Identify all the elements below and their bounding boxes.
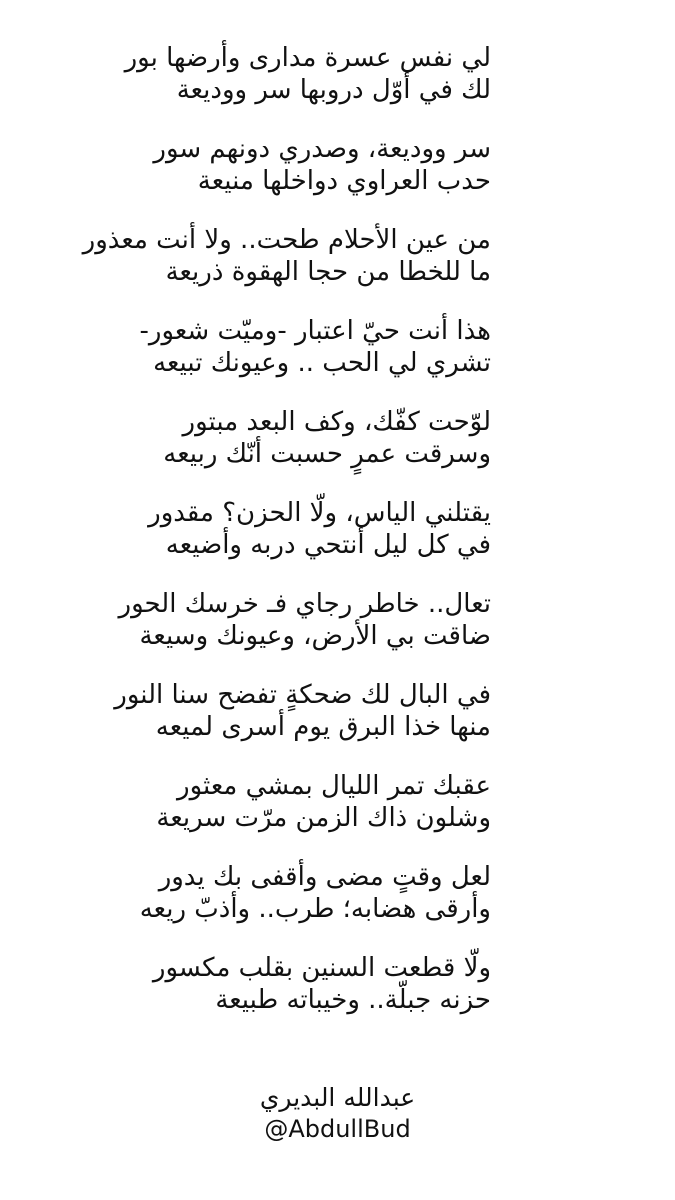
verse-line: سر ووديعة، وصدري دونهم سور	[153, 134, 491, 164]
verse-line: في البال لك ضحكةٍ تفضح سنا النور	[114, 680, 491, 710]
verse-line: وسرقت عمرٍ حسبت أنّك ربيعه	[163, 439, 491, 469]
stanza-8	[71, 679, 491, 770]
verse-line: وشلون ذاك الزمن مرّت سريعة	[156, 803, 491, 833]
verse-line: يقتلني الياس، ولّا الحزن؟ مقدور	[148, 498, 491, 528]
poem	[71, 42, 491, 1043]
stanza-10	[71, 861, 491, 952]
stanza-4	[71, 315, 491, 406]
verse-line: لك في أوّل دروبها سر ووديعة	[176, 75, 491, 105]
verse-line: عقبك تمر الليال بمشي معثور	[177, 771, 491, 801]
verse-line: لي نفس عسرة مدارى وأرضها بور	[124, 43, 491, 73]
verse-line: لعل وقتٍ مضى وأقفى بك يدور	[158, 862, 491, 892]
verse-line: في كل ليل أنتحي دربه وأضيعه	[165, 530, 491, 560]
stanza-9	[71, 770, 491, 861]
verse-line: هذا أنت حيّ اعتبار -وميّت شعور-	[139, 316, 491, 346]
stanza-11	[71, 952, 491, 1043]
verse-line: ضاقت بي الأرض، وعيونك وسيعة	[139, 621, 491, 651]
author-name: عبدالله البديري	[259, 1083, 416, 1112]
verse-line: ما للخطا من حجا الهقوة ذريعة	[165, 257, 491, 287]
verse-line: حدب العراوي دواخلها منيعة	[197, 166, 491, 196]
verse-line: حزنه جبلّة.. وخيباته طبيعة	[215, 985, 491, 1015]
verse-line: منها خذا البرق يوم أسرى لميعه	[155, 712, 491, 742]
verse-line: لوّحت كفّك، وكف البعد مبتور	[182, 407, 491, 437]
stanza-3	[71, 224, 491, 315]
verse-line: وأرقى هضابه؛ طرب.. وأذبّ ريعه	[139, 894, 491, 924]
verse-line: من عين الأحلام طحت.. ولا أنت معذور	[82, 225, 491, 255]
stanza-5	[71, 406, 491, 497]
author-handle: @AbdullBud	[264, 1115, 411, 1143]
signature	[0, 1082, 675, 1144]
verse-line: ولّا قطعت السنين بقلب مكسور	[152, 953, 491, 983]
stanza-6	[71, 497, 491, 588]
stanza-1	[71, 42, 491, 133]
stanza-2	[71, 133, 491, 224]
verse-line: تشري لي الحب .. وعيونك تبيعه	[153, 348, 491, 378]
verse-line: تعال.. خاطر رجاي فـ خرسك الحور	[118, 589, 491, 619]
stanza-7	[71, 588, 491, 679]
